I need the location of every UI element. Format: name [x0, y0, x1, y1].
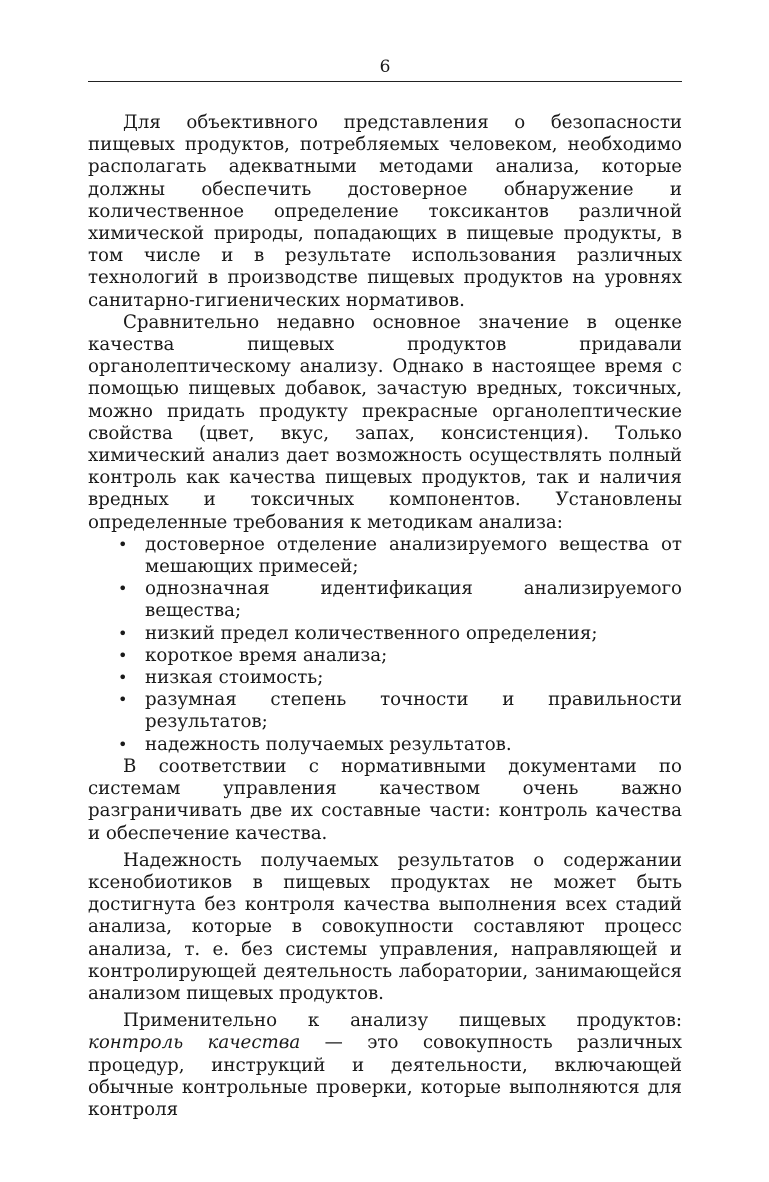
- paragraph-1: Для объективного представления о безопасности пищевых продуктов, потребляемых человеком, необходимо располагать адекватными методами анализа, которые должны обеспечить достоверное обнаружение и количественное определение токсикантов различной химической природы, попадающих в пищевые продукты, в том числе и в результате использования различных технологий в производстве пищевых продуктов на уровнях санитарно-гигиенических нормативов.: [88, 112, 682, 311]
- list-item: • надежность получаемых результатов.: [118, 733, 512, 755]
- definition-term: контроль качества: [88, 1032, 301, 1054]
- page-number: 6: [379, 57, 391, 77]
- bullet-icon: •: [118, 623, 128, 643]
- bullet-icon: •: [118, 668, 128, 688]
- paragraph-5-rest: — это совокупность различных процедур, инструкций и деятельности, включающей обычные контрольные проверки, которые выполняются для контроля: [88, 1032, 682, 1120]
- bullet-icon: •: [118, 734, 128, 754]
- list-item: • низкий предел количественного определения;: [118, 622, 598, 644]
- list-item: • разумная степень точности и правильности результатов;: [118, 689, 682, 733]
- paragraph-5: [88, 1010, 682, 1121]
- paragraph-5-intro: Применительно к анализу пищевых продуктов:: [123, 1010, 682, 1032]
- paragraph-4: Надежность получаемых результатов о содержании ксенобиотиков в пищевых продуктах не может быть достигнута без контроля качества выполнения всех стадий анализа, которые в совокупности составляют процесс анализа, т. е. без системы управления, направляющей и контролирующей деятельность лаборатории, занимающейся анализом пищевых продуктов.: [88, 849, 682, 1004]
- list-item: • однозначная идентификация анализируемого вещества;: [118, 578, 682, 622]
- list-item: • низкая стоимость;: [118, 667, 324, 689]
- list-item: • короткое время анализа;: [118, 644, 388, 666]
- paragraph-2: Сравнительно недавно основное значение в оценке качества пищевых продуктов придавали органолептическому анализу. Однако в настоящее время с помощью пищевых добавок, зачастую вредных, токсичных, можно придать продукту прекрасные органолептические свойства (цвет, вкус, запах, консистенция). Только химический анализ дает возможность осуществлять полный контроль как качества пищевых продуктов, так и наличия вредных и токсичных компонентов. Установлены определенные требования к методикам анализа:: [88, 311, 682, 533]
- bullet-icon: •: [118, 534, 128, 554]
- paragraph-3: В соответствии с нормативными документами по системам управления качеством очень важно разграничивать две их составные части: контроль качества и обеспечение качества.: [88, 755, 682, 844]
- bullet-icon: •: [118, 690, 128, 710]
- bullet-icon: •: [118, 645, 128, 665]
- bullet-icon: •: [118, 579, 128, 599]
- requirements-list: [88, 534, 682, 756]
- document-page: [88, 56, 682, 1121]
- header-rule: [88, 81, 682, 82]
- list-item: • достоверное отделение анализируемого вещества от мешающих примесей;: [118, 533, 682, 578]
